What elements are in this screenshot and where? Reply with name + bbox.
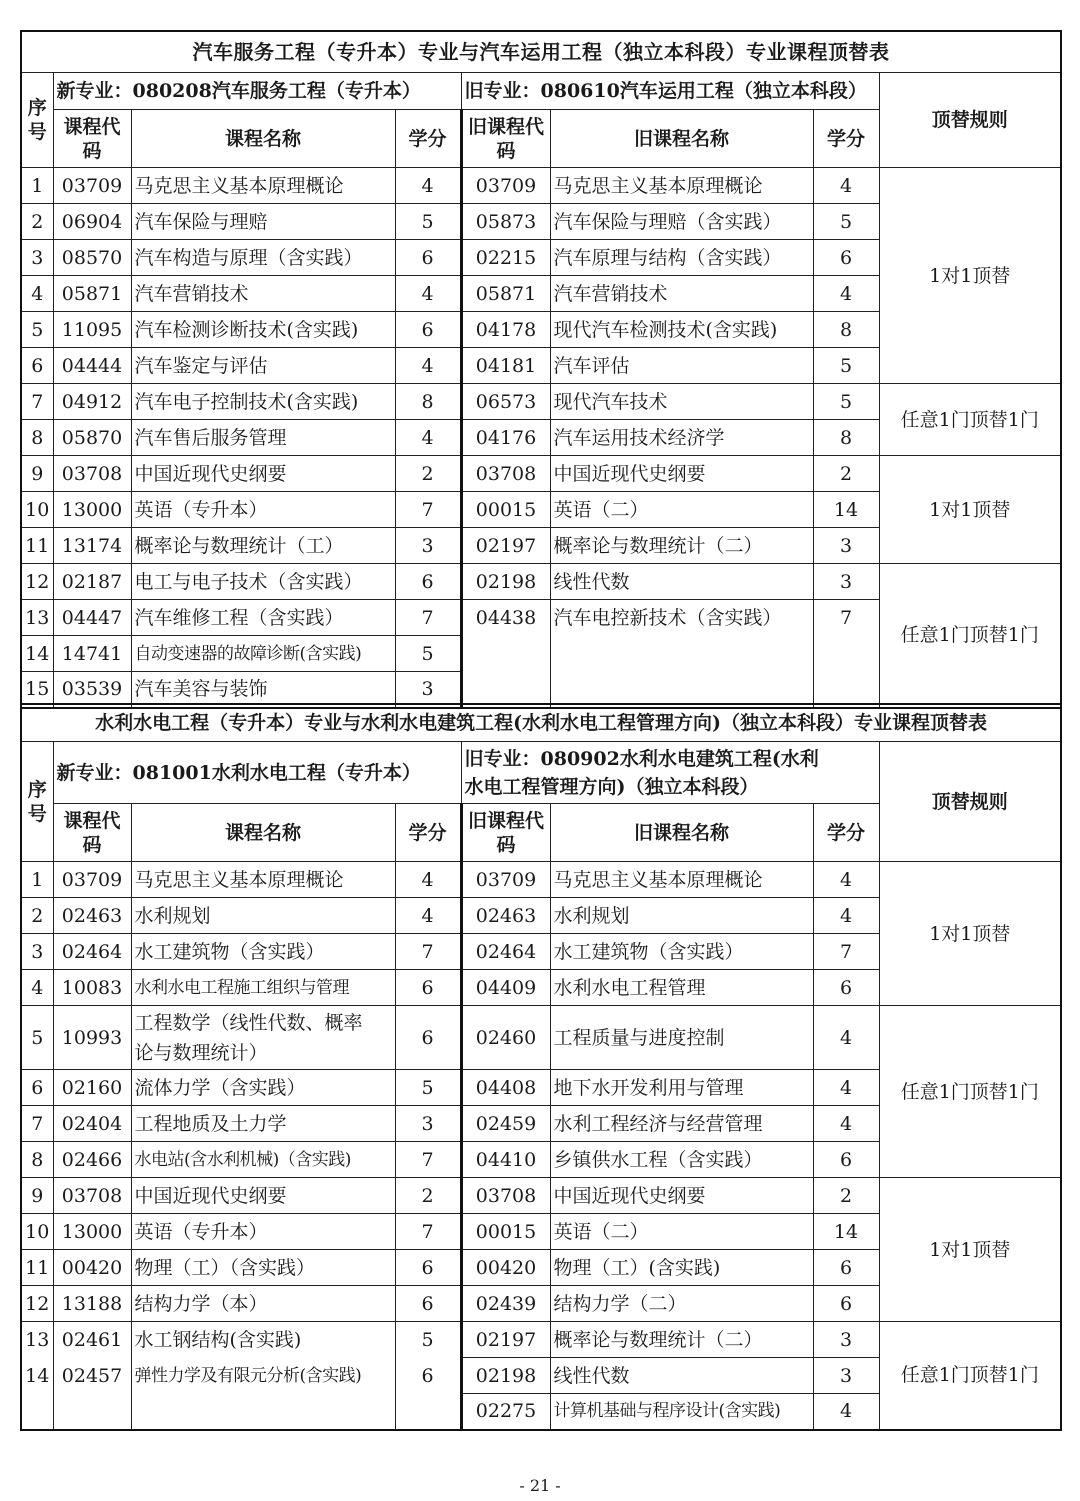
course-code: 04444 <box>53 348 131 384</box>
old-course-code: 04409 <box>461 970 550 1006</box>
old-course-code: 04178 <box>461 312 550 348</box>
course-code: 02463 <box>53 898 131 934</box>
old-course-credit: 6 <box>813 1142 879 1178</box>
old-course-code: 04181 <box>461 348 550 384</box>
course-name: 汽车美容与装饰 <box>131 672 395 708</box>
header-name: 课程名称 <box>131 110 395 168</box>
table-title: 汽车服务工程（专升本）专业与汽车运用工程（独立本科段）专业课程顶替表 <box>21 31 1061 73</box>
row-seq: 9 <box>21 456 53 492</box>
course-code: 03709 <box>53 168 131 204</box>
row-seq <box>21 1394 53 1430</box>
course-name: 物理（工）（含实践） <box>131 1250 395 1286</box>
course-credit: 5 <box>395 636 461 672</box>
old-course-name: 线性代数 <box>550 1358 813 1394</box>
replacement-rule: 1对1顶替 <box>879 1178 1061 1322</box>
course-credit: 6 <box>395 240 461 276</box>
course-name: 水电站(含水利机械)（含实践) <box>131 1142 395 1178</box>
course-credit: 6 <box>395 564 461 600</box>
course-name: 英语（专升本） <box>131 492 395 528</box>
old-course-name: 乡镇供水工程（含实践） <box>550 1142 813 1178</box>
old-course-credit: 5 <box>813 348 879 384</box>
course-credit: 7 <box>395 492 461 528</box>
old-course-name: 中国近现代史纲要 <box>550 1178 813 1214</box>
course-code: 05871 <box>53 276 131 312</box>
course-name: 汽车售后服务管理 <box>131 420 395 456</box>
old-course-credit: 6 <box>813 970 879 1006</box>
old-course-name: 汽车运用技术经济学 <box>550 420 813 456</box>
old-course-credit: 4 <box>813 898 879 934</box>
old-course-name: 现代汽车检测技术(含实践) <box>550 312 813 348</box>
old-course-name <box>550 636 813 672</box>
row-seq: 13 <box>21 1322 53 1358</box>
course-code: 00420 <box>53 1250 131 1286</box>
course-name: 汽车构造与原理（含实践） <box>131 240 395 276</box>
course-credit: 6 <box>395 1358 461 1394</box>
course-name: 水利规划 <box>131 898 395 934</box>
old-course-name: 计算机基础与程序设计(含实践) <box>550 1394 813 1430</box>
header-rule: 顶替规则 <box>879 742 1061 862</box>
course-code: 02160 <box>53 1070 131 1106</box>
course-code: 06904 <box>53 204 131 240</box>
old-course-code: 04438 <box>461 600 550 636</box>
course-name-line-1: 工程数学（线性代数、概率 <box>134 1011 363 1034</box>
header-old-name: 旧课程名称 <box>550 804 813 862</box>
old-course-credit: 7 <box>813 934 879 970</box>
course-credit: 4 <box>395 898 461 934</box>
old-course-code: 02463 <box>461 898 550 934</box>
course-code: 04447 <box>53 600 131 636</box>
row-seq: 11 <box>21 1250 53 1286</box>
course-credit: 4 <box>395 348 461 384</box>
row-seq: 12 <box>21 1286 53 1322</box>
old-course-code: 02215 <box>461 240 550 276</box>
course-name: 水工建筑物（含实践） <box>131 934 395 970</box>
old-course-code: 00420 <box>461 1250 550 1286</box>
old-course-name: 水利规划 <box>550 898 813 934</box>
table-row <box>21 862 1061 898</box>
course-name: 汽车营销技术 <box>131 276 395 312</box>
row-seq: 3 <box>21 240 53 276</box>
course-name <box>131 1394 395 1430</box>
old-course-credit: 4 <box>813 1006 879 1070</box>
old-major-label <box>461 742 879 804</box>
row-seq: 4 <box>21 276 53 312</box>
header-old-credit: 学分 <box>813 804 879 862</box>
course-code: 03708 <box>53 456 131 492</box>
row-seq: 10 <box>21 1214 53 1250</box>
header-rule: 顶替规则 <box>879 73 1061 168</box>
old-course-code: 00015 <box>461 492 550 528</box>
old-course-name: 物理（工）(含实践) <box>550 1250 813 1286</box>
old-course-credit: 5 <box>813 204 879 240</box>
old-course-credit: 7 <box>813 600 879 636</box>
header-old-code: 旧课程代码 <box>461 110 550 168</box>
old-course-credit: 4 <box>813 1106 879 1142</box>
course-name: 马克思主义基本原理概论 <box>131 168 395 204</box>
course-name: 马克思主义基本原理概论 <box>131 862 395 898</box>
row-seq: 6 <box>21 1070 53 1106</box>
header-seq: 序号 <box>21 742 53 862</box>
old-course-name: 工程质量与进度控制 <box>550 1006 813 1070</box>
old-course-name: 结构力学（二） <box>550 1286 813 1322</box>
table-title: 水利水电工程（专升本）专业与水利水电建筑工程(水利水电工程管理方向)（独立本科段）专业课程顶替表 <box>21 704 1061 742</box>
replacement-rule: 1对1顶替 <box>879 862 1061 1006</box>
row-seq: 11 <box>21 528 53 564</box>
old-course-code: 02459 <box>461 1106 550 1142</box>
course-credit: 2 <box>395 456 461 492</box>
course-name: 水利水电工程施工组织与管理 <box>131 970 395 1006</box>
old-course-code: 03709 <box>461 862 550 898</box>
course-credit: 4 <box>395 862 461 898</box>
course-name: 概率论与数理统计（工） <box>131 528 395 564</box>
course-name: 中国近现代史纲要 <box>131 1178 395 1214</box>
old-course-name: 汽车评估 <box>550 348 813 384</box>
course-name: 自动变速器的故障诊断(含实践) <box>131 636 395 672</box>
course-name: 英语（专升本） <box>131 1214 395 1250</box>
row-seq: 3 <box>21 934 53 970</box>
old-course-credit: 14 <box>813 492 879 528</box>
replacement-rule: 任意1门顶替1门 <box>879 564 1061 708</box>
old-course-credit: 3 <box>813 564 879 600</box>
table-row <box>21 456 1061 492</box>
old-course-code: 05871 <box>461 276 550 312</box>
course-code: 13188 <box>53 1286 131 1322</box>
old-course-code: 04176 <box>461 420 550 456</box>
old-course-name: 马克思主义基本原理概论 <box>550 168 813 204</box>
row-seq: 7 <box>21 1106 53 1142</box>
old-course-credit: 8 <box>813 312 879 348</box>
old-course-credit: 14 <box>813 1214 879 1250</box>
header-code: 课程代码 <box>53 804 131 862</box>
row-seq: 6 <box>21 348 53 384</box>
old-major-line-1: 旧专业：080902水利水电建筑工程(水利 <box>464 747 819 770</box>
header-credit: 学分 <box>395 804 461 862</box>
old-course-code: 03709 <box>461 168 550 204</box>
course-credit: 7 <box>395 1214 461 1250</box>
old-course-name: 汽车保险与理赔（含实践） <box>550 204 813 240</box>
course-name: 工程地质及土力学 <box>131 1106 395 1142</box>
course-credit: 3 <box>395 1106 461 1142</box>
new-major-label: 新专业：081001水利水电工程（专升本） <box>53 742 461 804</box>
course-code: 14741 <box>53 636 131 672</box>
old-course-credit: 4 <box>813 862 879 898</box>
replacement-rule: 1对1顶替 <box>879 456 1061 564</box>
old-course-code: 02460 <box>461 1006 550 1070</box>
course-credit: 7 <box>395 934 461 970</box>
old-course-code: 02197 <box>461 528 550 564</box>
old-course-code <box>461 636 550 672</box>
old-course-credit: 6 <box>813 1250 879 1286</box>
course-name: 汽车鉴定与评估 <box>131 348 395 384</box>
row-seq: 7 <box>21 384 53 420</box>
course-name: 流体力学（含实践） <box>131 1070 395 1106</box>
old-course-code: 02464 <box>461 934 550 970</box>
old-course-name: 汽车营销技术 <box>550 276 813 312</box>
old-course-credit: 5 <box>813 384 879 420</box>
old-course-credit: 3 <box>813 1358 879 1394</box>
course-name: 汽车保险与理赔 <box>131 204 395 240</box>
course-credit: 6 <box>395 1250 461 1286</box>
old-course-credit: 3 <box>813 1322 879 1358</box>
course-credit: 6 <box>395 312 461 348</box>
replacement-rule: 任意1门顶替1门 <box>879 1322 1061 1430</box>
course-credit: 5 <box>395 1070 461 1106</box>
old-course-code: 02198 <box>461 564 550 600</box>
old-course-name: 英语（二） <box>550 1214 813 1250</box>
course-code: 02464 <box>53 934 131 970</box>
course-credit: 3 <box>395 672 461 708</box>
old-course-name: 汽车原理与结构（含实践） <box>550 240 813 276</box>
old-course-name: 汽车电控新技术（含实践） <box>550 600 813 636</box>
replacement-rule: 1对1顶替 <box>879 168 1061 384</box>
old-course-credit: 8 <box>813 420 879 456</box>
old-course-credit: 3 <box>813 528 879 564</box>
old-course-name: 马克思主义基本原理概论 <box>550 862 813 898</box>
old-course-code: 02197 <box>461 1322 550 1358</box>
old-course-name: 水工建筑物（含实践） <box>550 934 813 970</box>
replacement-rule: 任意1门顶替1门 <box>879 1006 1061 1178</box>
table-row <box>21 1178 1061 1214</box>
course-code: 08570 <box>53 240 131 276</box>
header-old-credit: 学分 <box>813 110 879 168</box>
course-code: 02457 <box>53 1358 131 1394</box>
row-seq: 1 <box>21 862 53 898</box>
header-name: 课程名称 <box>131 804 395 862</box>
old-course-code: 04408 <box>461 1070 550 1106</box>
header-credit: 学分 <box>395 110 461 168</box>
row-seq: 12 <box>21 564 53 600</box>
course-credit: 4 <box>395 420 461 456</box>
row-seq: 10 <box>21 492 53 528</box>
header-old-name: 旧课程名称 <box>550 110 813 168</box>
course-code: 10993 <box>53 1006 131 1070</box>
old-course-credit <box>813 636 879 672</box>
course-code: 04912 <box>53 384 131 420</box>
course-credit <box>395 1394 461 1430</box>
old-course-name: 概率论与数理统计（二） <box>550 1322 813 1358</box>
old-course-name: 线性代数 <box>550 564 813 600</box>
old-course-name: 英语（二） <box>550 492 813 528</box>
old-course-credit: 6 <box>813 1286 879 1322</box>
row-seq: 15 <box>21 672 53 708</box>
row-seq: 9 <box>21 1178 53 1214</box>
course-name: 汽车检测诊断技术(含实践) <box>131 312 395 348</box>
old-course-credit: 4 <box>813 1394 879 1430</box>
old-course-code: 03708 <box>461 1178 550 1214</box>
course-name: 弹性力学及有限元分析(含实践) <box>131 1358 395 1394</box>
course-code: 03708 <box>53 1178 131 1214</box>
replacement-rule: 任意1门顶替1门 <box>879 384 1061 456</box>
course-name <box>131 1006 395 1070</box>
table-row <box>21 168 1061 204</box>
course-code: 03539 <box>53 672 131 708</box>
old-course-code: 02439 <box>461 1286 550 1322</box>
course-code: 13174 <box>53 528 131 564</box>
course-credit: 4 <box>395 168 461 204</box>
old-major-label: 旧专业：080610汽车运用工程（独立本科段） <box>461 73 879 110</box>
course-code: 13000 <box>53 1214 131 1250</box>
old-course-code: 05873 <box>461 204 550 240</box>
row-seq: 14 <box>21 1358 53 1394</box>
table-row <box>21 1006 1061 1070</box>
course-credit: 5 <box>395 204 461 240</box>
old-course-credit: 4 <box>813 1070 879 1106</box>
course-code: 02187 <box>53 564 131 600</box>
header-seq: 序号 <box>21 73 53 168</box>
old-course-code: 04410 <box>461 1142 550 1178</box>
course-code: 02466 <box>53 1142 131 1178</box>
old-course-name: 水利水电工程管理 <box>550 970 813 1006</box>
course-credit: 4 <box>395 276 461 312</box>
row-seq: 1 <box>21 168 53 204</box>
course-credit: 7 <box>395 600 461 636</box>
course-credit: 5 <box>395 1322 461 1358</box>
row-seq: 8 <box>21 420 53 456</box>
old-course-credit: 4 <box>813 276 879 312</box>
old-course-code: 02275 <box>461 1394 550 1430</box>
row-seq: 8 <box>21 1142 53 1178</box>
course-credit: 8 <box>395 384 461 420</box>
course-name: 电工与电子技术（含实践） <box>131 564 395 600</box>
old-course-credit: 2 <box>813 1178 879 1214</box>
old-course-name: 概率论与数理统计（二） <box>550 528 813 564</box>
course-credit: 2 <box>395 1178 461 1214</box>
course-code: 11095 <box>53 312 131 348</box>
course-replacement-table-1 <box>20 30 1062 709</box>
row-seq: 2 <box>21 898 53 934</box>
table-row <box>21 384 1061 420</box>
course-credit: 6 <box>395 1006 461 1070</box>
course-code: 10083 <box>53 970 131 1006</box>
row-seq: 4 <box>21 970 53 1006</box>
course-code: 03709 <box>53 862 131 898</box>
old-course-code: 03708 <box>461 456 550 492</box>
course-code: 13000 <box>53 492 131 528</box>
course-code: 02404 <box>53 1106 131 1142</box>
old-course-name: 中国近现代史纲要 <box>550 456 813 492</box>
row-seq: 14 <box>21 636 53 672</box>
course-name: 结构力学（本） <box>131 1286 395 1322</box>
course-credit: 3 <box>395 528 461 564</box>
old-course-name: 现代汽车技术 <box>550 384 813 420</box>
old-course-credit: 6 <box>813 240 879 276</box>
course-name: 中国近现代史纲要 <box>131 456 395 492</box>
course-code: 05870 <box>53 420 131 456</box>
course-code: 02461 <box>53 1322 131 1358</box>
row-seq: 2 <box>21 204 53 240</box>
new-major-label: 新专业：080208汽车服务工程（专升本） <box>53 73 461 110</box>
row-seq: 5 <box>21 312 53 348</box>
course-name-line-2: 论与数理统计） <box>134 1041 268 1064</box>
course-credit: 6 <box>395 970 461 1006</box>
old-course-code: 06573 <box>461 384 550 420</box>
header-old-code: 旧课程代码 <box>461 804 550 862</box>
row-seq: 5 <box>21 1006 53 1070</box>
course-credit: 7 <box>395 1142 461 1178</box>
course-name: 汽车电子控制技术(含实践) <box>131 384 395 420</box>
row-seq: 13 <box>21 600 53 636</box>
header-code: 课程代码 <box>53 110 131 168</box>
old-course-code: 00015 <box>461 1214 550 1250</box>
table-row <box>21 1322 1061 1358</box>
table-row <box>21 564 1061 600</box>
old-major-line-2: 水电工程管理方向)（独立本科段） <box>464 775 759 798</box>
course-name: 汽车维修工程（含实践） <box>131 600 395 636</box>
course-name: 水工钢结构(含实践) <box>131 1322 395 1358</box>
old-course-code: 02198 <box>461 1358 550 1394</box>
course-replacement-table-2 <box>20 703 1062 1431</box>
old-course-credit: 4 <box>813 168 879 204</box>
page-number: - 21 - <box>519 1476 561 1495</box>
course-code <box>53 1394 131 1430</box>
old-course-credit: 2 <box>813 456 879 492</box>
old-course-name: 地下水开发利用与管理 <box>550 1070 813 1106</box>
course-credit: 6 <box>395 1286 461 1322</box>
old-course-name: 水利工程经济与经营管理 <box>550 1106 813 1142</box>
